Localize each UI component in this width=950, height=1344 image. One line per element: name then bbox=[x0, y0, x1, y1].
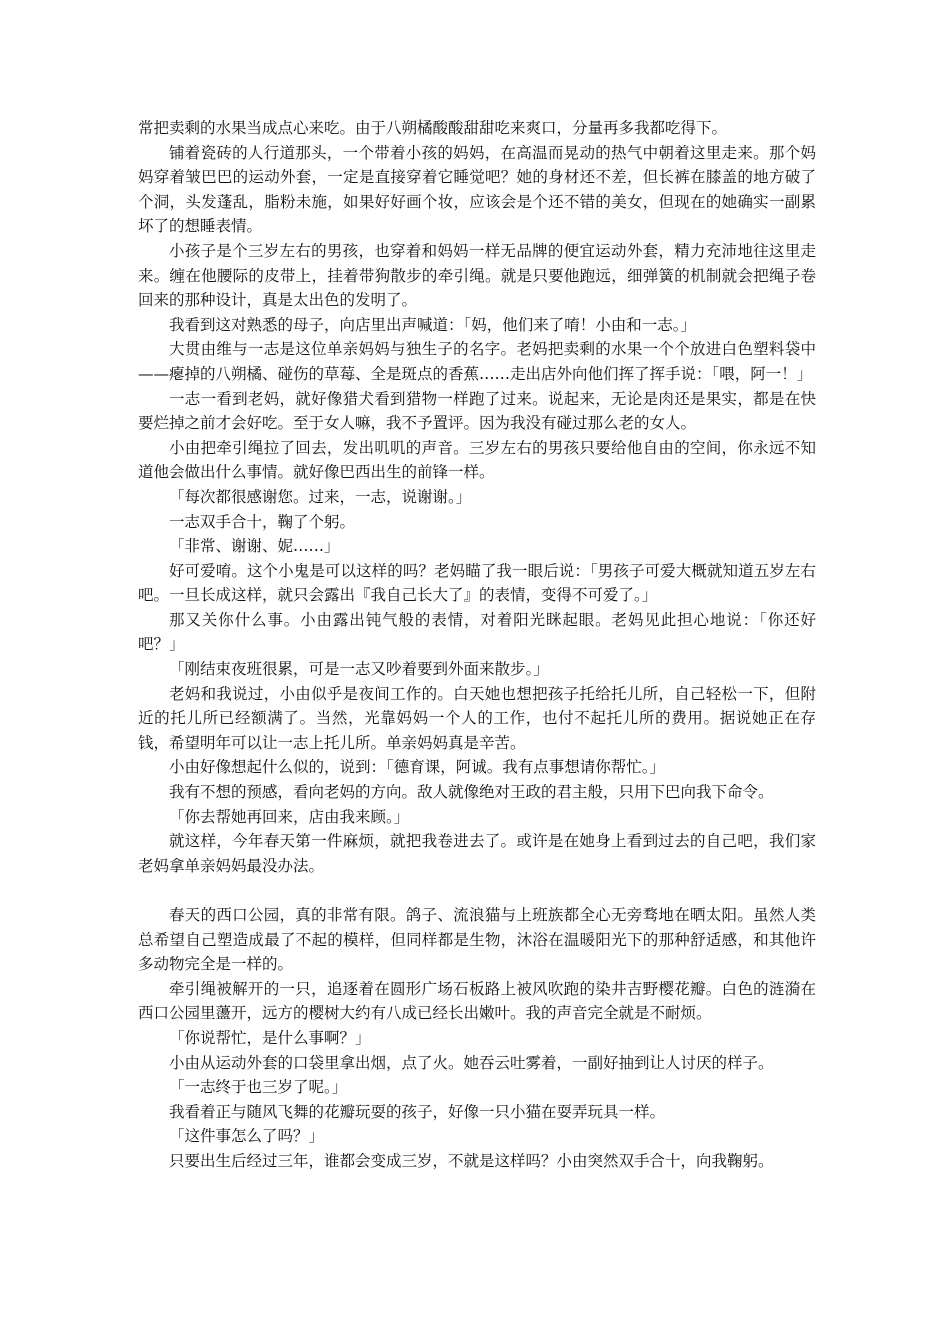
paragraph: 那又关你什么事。小由露出钝气般的表情，对着阳光眯起眼。老妈见此担心地说：「你还好吧？」 bbox=[138, 610, 816, 654]
dialogue-line: 「每次都很感谢您。过来，一志，说谢谢。」 bbox=[169, 487, 472, 506]
dialogue-line: 「你去帮她再回来，店由我来顾。」 bbox=[169, 807, 410, 826]
paragraph: 一志双手合十，鞠了个躬。 bbox=[169, 512, 356, 531]
paragraph: 我看着正与随风飞舞的花瓣玩耍的孩子，好像一只小猫在耍弄玩具一样。 bbox=[169, 1102, 666, 1121]
dialogue-line: 「一志终于也三岁了呢。」 bbox=[169, 1078, 348, 1097]
paragraph: 铺着瓷砖的人行道那头，一个带着小孩的妈妈，在高温而晃动的热气中朝着这里走来。那个妈妈穿着皱巴巴的运动外套，一定是直接穿着它睡觉吧？她的身材还不差，但长裤在膝盖的地方破了个洞，头发蓬乱，脂粉未施，如果好好画个妆，应该会是个还不错的美女，但现在的她确实一副累坏了的想睡表情。 bbox=[138, 143, 816, 236]
paragraph: 大贯由维与一志是这位单亲妈妈与独生子的名字。老妈把卖剩的水果一个个放进白色塑料袋中——瘪掉的八朔橘、碰伤的草莓、全是斑点的香蕉……走出店外向他们挥了挥手说：「喂，阿一！」 bbox=[138, 340, 816, 383]
dialogue-line: 「你说帮忙，是什么事啊？」 bbox=[169, 1028, 371, 1047]
paragraph: 小由把牵引绳拉了回去，发出叽叽的声音。三岁左右的男孩只要给他自由的空间，你永远不知道他会做出什么事情。就好像巴西出生的前锋一样。 bbox=[138, 438, 816, 482]
paragraph: 常把卖剩的水果当成点心来吃。由于八朔橘酸酸甜甜吃来爽口，分量再多我都吃得下。 bbox=[138, 119, 728, 137]
paragraph: 小由从运动外套的口袋里拿出烟，点了火。她吞云吐雾着，一副好抽到让人讨厌的样子。 bbox=[169, 1053, 774, 1072]
section-break bbox=[138, 878, 816, 903]
paragraph: 我看到这对熟悉的母子，向店里出声喊道：「妈，他们来了唷！小由和一志。」 bbox=[169, 315, 697, 334]
paragraph: 小孩子是个三岁左右的男孩，也穿着和妈妈一样无品牌的便宜运动外套，精力充沛地往这里走来。缠在他腰际的皮带上，挂着带狗散步的牵引绳。就是只要他跑远，细弹簧的机制就会把绳子卷回来的那种设计，真是太出色的发明了。 bbox=[138, 241, 816, 310]
paragraph: 牵引绳被解开的一只，追逐着在圆形广场石板路上被风吹跑的染井吉野樱花瓣。白色的涟漪在西口公园里蘯开，远方的樱树大约有八成已经长出嫩叶。我的声音完全就是不耐烦。 bbox=[138, 979, 816, 1023]
dialogue-line: 「这件事怎么了吗？」 bbox=[169, 1127, 325, 1146]
dialogue-line: 「非常、谢谢、妮……」 bbox=[169, 537, 340, 556]
paragraph: 只要出生后经过三年，谁都会变成三岁，不就是这样吗？小由突然双手合十，向我鞠躬。 bbox=[169, 1151, 774, 1170]
paragraph: 春天的西口公园，真的非常有限。鸽子、流浪猫与上班族都全心无旁骛地在晒太阳。虽然人类总希望自己塑造成最了不起的模样，但同样都是生物，沐浴在温暖阳光下的那种舒适感，和其他许多动物完全是一样的。 bbox=[138, 906, 816, 974]
paragraph: 就这样，今年春天第一件麻烦，就把我卷进去了。或许是在她身上看到过去的自己吧，我们家老妈拿单亲妈妈最没办法。 bbox=[138, 832, 816, 875]
paragraph: 小由好像想起什么似的，说到：「德育课，阿诚。我有点事想请你帮忙。」 bbox=[169, 758, 666, 777]
paragraph: 一志一看到老妈，就好像猎犬看到猎物一样跑了过来。说起来，无论是肉还是果实，都是在快要烂掉之前才会好吃。至于女人嘛，我不予置评。因为我没有碰过那么老的女人。 bbox=[138, 389, 816, 433]
paragraph: 老妈和我说过，小由似乎是夜间工作的。白天她也想把孩子托给托儿所，自己轻松一下，但附近的托儿所已经额满了。当然，光靠妈妈一个人的工作，也付不起托儿所的费用。据说她正在存钱，希望明年可以让一志上托儿所。单亲妈妈真是辛苦。 bbox=[138, 684, 816, 752]
paragraph: 我有不想的预感，看向老妈的方向。敌人就像绝对王政的君主般，只用下巴向我下命令。 bbox=[169, 783, 774, 802]
novel-text bbox=[138, 116, 816, 1174]
dialogue-line: 「刚结束夜班很累，可是一志又吵着要到外面来散步。」 bbox=[169, 660, 549, 679]
paragraph: 好可爱唷。这个小鬼是可以这样的吗？老妈瞄了我一眼后说：「男孩子可爱大概就知道五岁左右吧。一旦长成这样，就只会露出『我自己长大了』的表情，变得不可爱了。」 bbox=[138, 561, 816, 605]
